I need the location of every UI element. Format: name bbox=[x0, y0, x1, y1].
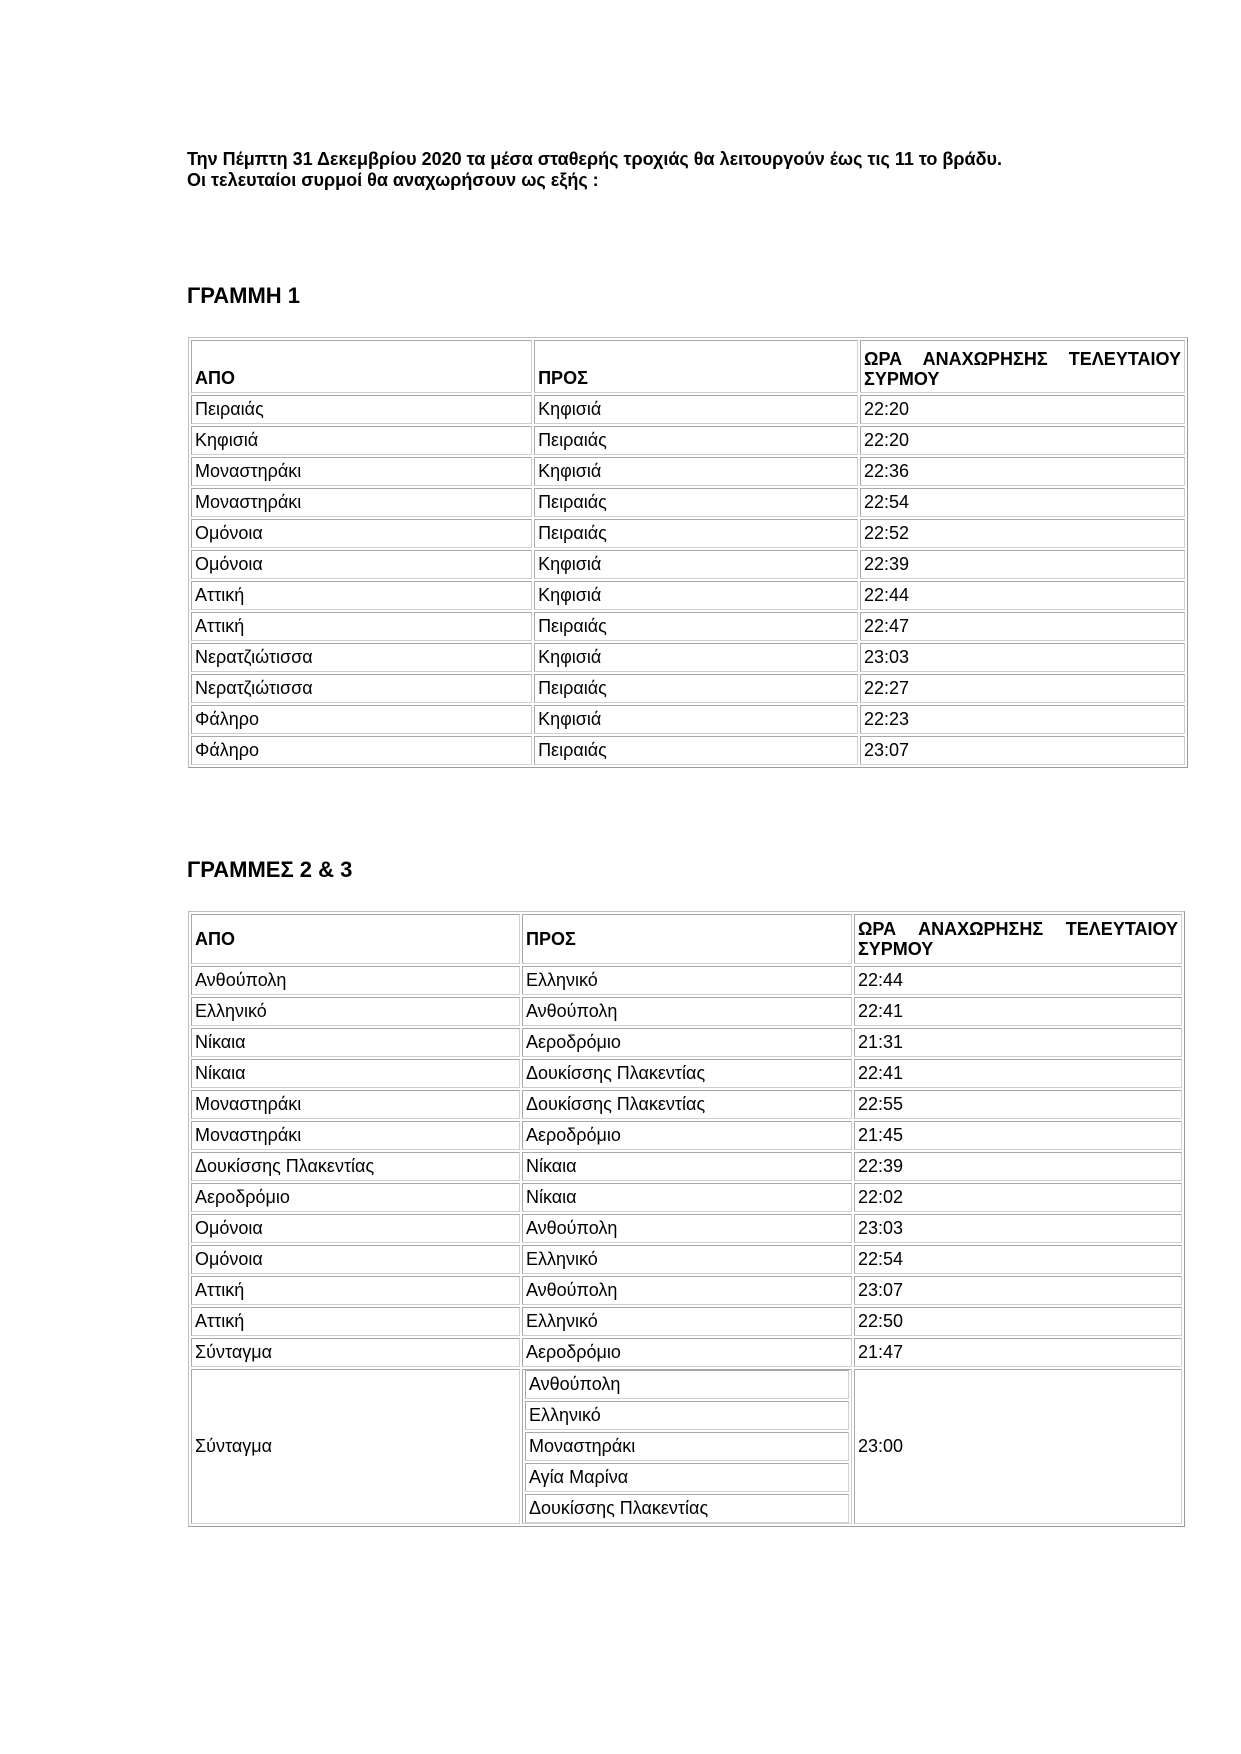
departure-time-cell: 22:36 bbox=[860, 457, 1185, 486]
from-station-cell: Αεροδρόμιο bbox=[191, 1183, 520, 1212]
intro-text bbox=[187, 149, 1002, 191]
line-1-schedule-table bbox=[188, 337, 1188, 768]
from-station-cell: Ομόνοια bbox=[191, 519, 532, 548]
to-station-cell: Κηφισιά bbox=[534, 705, 858, 734]
departure-time-cell: 22:54 bbox=[854, 1245, 1182, 1274]
departure-time-cell: 22:52 bbox=[860, 519, 1185, 548]
intro-line-1: Την Πέμπτη 31 Δεκεμβρίου 2020 τα μέσα σταθερής τροχιάς θα λειτουργούν έως τις 11 το βράδυ. bbox=[187, 149, 1002, 169]
to-station-cell: Ελληνικό bbox=[522, 1245, 852, 1274]
to-stations-group bbox=[522, 1369, 852, 1524]
from-station-cell: Δουκίσσης Πλακεντίας bbox=[191, 1152, 520, 1181]
table-row bbox=[191, 581, 1185, 610]
table-row bbox=[191, 1338, 1182, 1367]
table-row bbox=[191, 1059, 1182, 1088]
from-station-cell: Ομόνοια bbox=[191, 1245, 520, 1274]
header-departure-time: ΩΡΑ ΑΝΑΧΩΡΗΣΗΣ ΤΕΛΕΥΤΑΙΟΥ ΣΥΡΜΟΥ bbox=[854, 914, 1182, 964]
table-row bbox=[191, 966, 1182, 995]
departure-time-cell: 22:41 bbox=[854, 997, 1182, 1026]
departure-time-cell: 23:03 bbox=[860, 643, 1185, 672]
to-station-cell: Κηφισιά bbox=[534, 581, 858, 610]
departure-time-cell: 22:39 bbox=[854, 1152, 1182, 1181]
departure-time-cell: 21:45 bbox=[854, 1121, 1182, 1150]
table-row bbox=[191, 519, 1185, 548]
from-station-cell: Νερατζιώτισσα bbox=[191, 674, 532, 703]
to-station-cell: Ανθούπολη bbox=[522, 1276, 852, 1305]
table-row bbox=[191, 1307, 1182, 1336]
header-to: ΠΡΟΣ bbox=[534, 340, 858, 393]
to-station-cell: Κηφισιά bbox=[534, 643, 858, 672]
table-row bbox=[191, 1121, 1182, 1150]
table-header-row bbox=[191, 340, 1185, 393]
from-station-cell: Ελληνικό bbox=[191, 997, 520, 1026]
from-station-cell: Πειραιάς bbox=[191, 395, 532, 424]
to-station-cell: Πειραιάς bbox=[534, 519, 858, 548]
to-station-cell: Δουκίσσης Πλακεντίας bbox=[522, 1090, 852, 1119]
table-header-row bbox=[191, 914, 1182, 964]
table-row bbox=[191, 1183, 1182, 1212]
lines-2-3-schedule-table bbox=[188, 911, 1185, 1527]
to-station-cell: Κηφισιά bbox=[534, 550, 858, 579]
from-station-cell: Νίκαια bbox=[191, 1059, 520, 1088]
table-row bbox=[191, 1245, 1182, 1274]
departure-time-cell: 22:55 bbox=[854, 1090, 1182, 1119]
from-station-cell: Αττική bbox=[191, 612, 532, 641]
departure-time-cell: 21:31 bbox=[854, 1028, 1182, 1057]
to-station-cell: Αεροδρόμιο bbox=[522, 1028, 852, 1057]
departure-time-cell: 21:47 bbox=[854, 1338, 1182, 1367]
table-row bbox=[191, 1028, 1182, 1057]
departure-time-cell: 22:23 bbox=[860, 705, 1185, 734]
section-title-lines-2-3: ΓΡΑΜΜΕΣ 2 & 3 bbox=[187, 857, 353, 882]
from-station-cell: Σύνταγμα bbox=[191, 1338, 520, 1367]
from-station-cell: Ομόνοια bbox=[191, 1214, 520, 1243]
from-station-cell: Νίκαια bbox=[191, 1028, 520, 1057]
to-station-subcell: Δουκίσσης Πλακεντίας bbox=[525, 1494, 849, 1523]
from-station-cell: Αττική bbox=[191, 1276, 520, 1305]
table-row bbox=[191, 1276, 1182, 1305]
table-row-grouped bbox=[191, 1369, 1182, 1524]
departure-time-cell: 22:44 bbox=[860, 581, 1185, 610]
header-to: ΠΡΟΣ bbox=[522, 914, 852, 964]
table-row bbox=[191, 1152, 1182, 1181]
from-station-cell: Φάληρο bbox=[191, 705, 532, 734]
table-row bbox=[191, 457, 1185, 486]
to-station-cell: Ανθούπολη bbox=[522, 997, 852, 1026]
departure-time-cell: 22:27 bbox=[860, 674, 1185, 703]
to-station-subcell: Μοναστηράκι bbox=[525, 1432, 849, 1461]
section-title-line-1: ΓΡΑΜΜΗ 1 bbox=[187, 283, 301, 308]
table-row bbox=[191, 550, 1185, 579]
to-station-cell: Πειραιάς bbox=[534, 612, 858, 641]
to-station-cell: Ελληνικό bbox=[522, 966, 852, 995]
table-row bbox=[191, 1214, 1182, 1243]
departure-time-cell: 23:03 bbox=[854, 1214, 1182, 1243]
departure-time-cell: 23:07 bbox=[854, 1276, 1182, 1305]
to-station-cell: Κηφισιά bbox=[534, 395, 858, 424]
to-station-cell: Ελληνικό bbox=[522, 1307, 852, 1336]
departure-time-cell: 22:50 bbox=[854, 1307, 1182, 1336]
intro-line-2: Οι τελευταίοι συρμοί θα αναχωρήσουν ως εξής : bbox=[187, 170, 599, 190]
header-departure-time: ΩΡΑ ΑΝΑΧΩΡΗΣΗΣ ΤΕΛΕΥΤΑΙΟΥ ΣΥΡΜΟΥ bbox=[860, 340, 1185, 393]
to-station-subcell: Αγία Μαρίνα bbox=[525, 1463, 849, 1492]
to-station-cell: Πειραιάς bbox=[534, 674, 858, 703]
to-station-subcell: Ανθούπολη bbox=[525, 1370, 849, 1399]
to-station-cell: Αεροδρόμιο bbox=[522, 1121, 852, 1150]
from-station-cell: Φάληρο bbox=[191, 736, 532, 765]
departure-time-cell: 22:39 bbox=[860, 550, 1185, 579]
to-station-cell: Νίκαια bbox=[522, 1152, 852, 1181]
from-station-cell: Κηφισιά bbox=[191, 426, 532, 455]
to-station-cell: Πειραιάς bbox=[534, 426, 858, 455]
table-row bbox=[191, 997, 1182, 1026]
to-station-cell: Πειραιάς bbox=[534, 736, 858, 765]
table-row bbox=[191, 426, 1185, 455]
table-row bbox=[191, 488, 1185, 517]
to-station-cell: Δουκίσσης Πλακεντίας bbox=[522, 1059, 852, 1088]
table-row bbox=[191, 705, 1185, 734]
from-station-cell: Ομόνοια bbox=[191, 550, 532, 579]
table-row bbox=[191, 1090, 1182, 1119]
from-station-cell: Σύνταγμα bbox=[191, 1369, 520, 1524]
to-station-subcell: Ελληνικό bbox=[525, 1401, 849, 1430]
to-station-cell: Ανθούπολη bbox=[522, 1214, 852, 1243]
to-station-cell: Κηφισιά bbox=[534, 457, 858, 486]
departure-time-cell: 22:47 bbox=[860, 612, 1185, 641]
from-station-cell: Μοναστηράκι bbox=[191, 488, 532, 517]
to-station-cell: Νίκαια bbox=[522, 1183, 852, 1212]
line-1-table-body bbox=[191, 340, 1185, 765]
departure-time-cell: 22:20 bbox=[860, 395, 1185, 424]
header-from: ΑΠΟ bbox=[191, 914, 520, 964]
departure-time-cell: 22:41 bbox=[854, 1059, 1182, 1088]
table-row bbox=[191, 736, 1185, 765]
from-station-cell: Αττική bbox=[191, 581, 532, 610]
header-from: ΑΠΟ bbox=[191, 340, 532, 393]
from-station-cell: Ανθούπολη bbox=[191, 966, 520, 995]
lines-2-3-table-body bbox=[191, 914, 1182, 1524]
departure-time-cell: 22:02 bbox=[854, 1183, 1182, 1212]
to-station-cell: Πειραιάς bbox=[534, 488, 858, 517]
from-station-cell: Αττική bbox=[191, 1307, 520, 1336]
table-row bbox=[191, 395, 1185, 424]
from-station-cell: Νερατζιώτισσα bbox=[191, 643, 532, 672]
from-station-cell: Μοναστηράκι bbox=[191, 457, 532, 486]
departure-time-cell: 22:44 bbox=[854, 966, 1182, 995]
departure-time-cell: 22:54 bbox=[860, 488, 1185, 517]
table-row bbox=[191, 643, 1185, 672]
from-station-cell: Μοναστηράκι bbox=[191, 1090, 520, 1119]
table-row bbox=[191, 674, 1185, 703]
departure-time-cell: 23:00 bbox=[854, 1369, 1182, 1524]
departure-time-cell: 22:20 bbox=[860, 426, 1185, 455]
from-station-cell: Μοναστηράκι bbox=[191, 1121, 520, 1150]
table-row bbox=[191, 612, 1185, 641]
to-station-cell: Αεροδρόμιο bbox=[522, 1338, 852, 1367]
departure-time-cell: 23:07 bbox=[860, 736, 1185, 765]
